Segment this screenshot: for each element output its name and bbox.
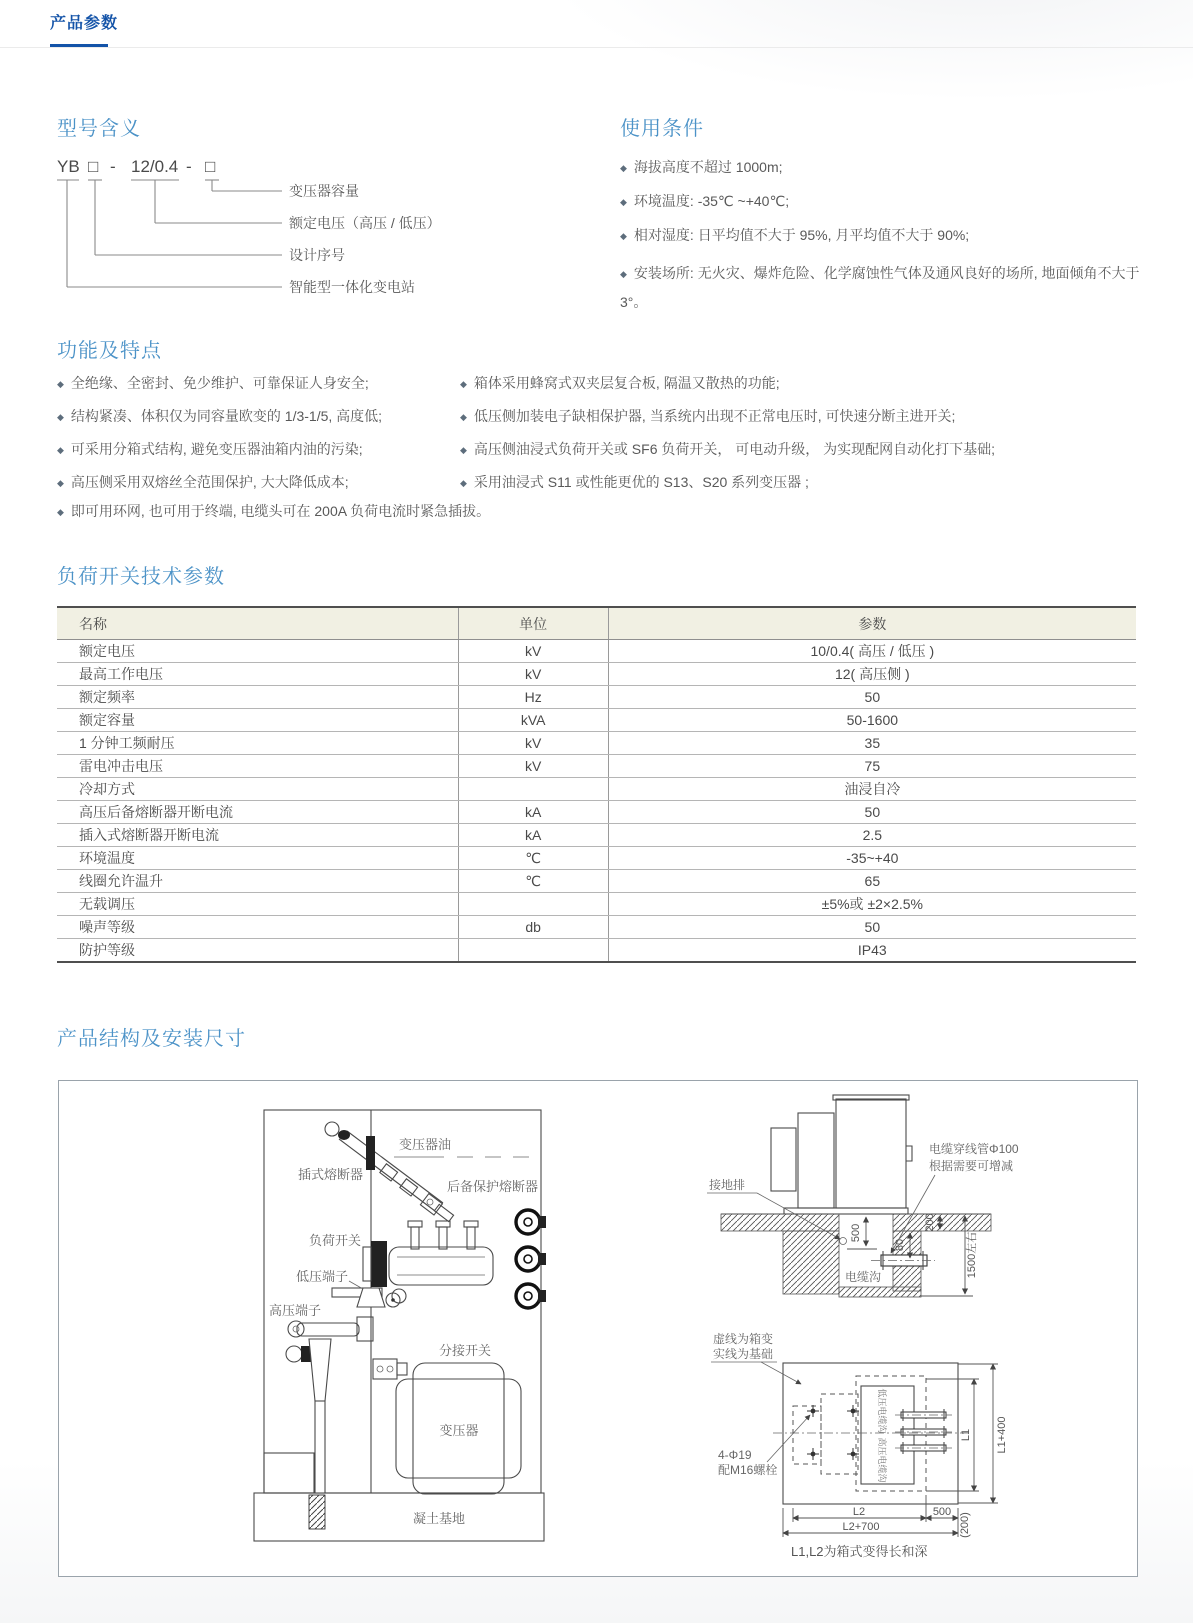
tab-product-parameters[interactable]: 产品参数 (50, 15, 119, 32)
cell-name: 插入式熔断器开断电流 (57, 824, 458, 847)
conditions-list (620, 157, 1160, 328)
cell-value: 10/0.4( 高压 / 低压 ) (608, 640, 1136, 663)
table-row (57, 824, 1136, 847)
dimension-l2 (793, 1495, 926, 1522)
foundation-caption: L1,L2为箱式变得长和深 (791, 1544, 928, 1559)
diamond-bullet-icon: ◆ (57, 412, 64, 422)
transformer-oil-label: 变压器油 (399, 1137, 452, 1152)
hv-trench-label: 高压电缆沟 (877, 1437, 887, 1483)
feature-text: 采用油浸式 S11 或性能更优的 S13、S20 系列变压器 ; (473, 474, 809, 490)
table-row (57, 939, 1136, 963)
conduit-label-line2: 根据需要可增减 (929, 1159, 1014, 1173)
cell-value: ±5%或 ±2×2.5% (608, 893, 1136, 916)
concrete-base-label: 凝土基地 (412, 1511, 466, 1526)
list-item (460, 373, 1160, 395)
cell-value: 50 (608, 916, 1136, 939)
svg-text:L2+700: L2+700 (842, 1521, 880, 1533)
lv-trench-label: 低压电缆沟 (877, 1388, 887, 1434)
cell-name: 最高工作电压 (57, 663, 458, 686)
ground-bar-label: 接地排 (709, 1178, 746, 1192)
diamond-bullet-icon: ◆ (57, 445, 64, 455)
diamond-bullet-icon: ◆ (57, 379, 64, 389)
foundation-plan-view (649, 1329, 1079, 1574)
diamond-bullet-icon: ◆ (620, 231, 627, 241)
list-item (460, 439, 1160, 461)
features-full-row (57, 501, 957, 534)
model-code-box2: □ (205, 157, 216, 176)
cell-name: 无载调压 (57, 893, 458, 916)
cabinet-step (264, 1453, 314, 1493)
features-list-right (460, 373, 1160, 505)
cell-name: 防护等级 (57, 939, 458, 963)
conditions-section-title: 使用条件 (620, 118, 704, 140)
list-item (57, 501, 957, 523)
diamond-bullet-icon: ◆ (620, 163, 627, 173)
hv-terminal-figure (286, 1317, 373, 1493)
transformer-label: 变压器 (439, 1423, 479, 1438)
table-row (57, 778, 1136, 801)
cell-value: 2.5 (608, 824, 1136, 847)
table-row (57, 801, 1136, 824)
backup-fuse-label: 后备保护熔断器 (447, 1179, 539, 1194)
hv-terminal-label: 高压端子 (269, 1303, 322, 1318)
list-item (620, 259, 1160, 316)
table-row (57, 893, 1136, 916)
legend-line1: 虚线为箱变 (713, 1332, 774, 1346)
column-header-value: 参数 (608, 607, 1136, 640)
model-code-box1: □ (88, 157, 99, 176)
cell-value: 12( 高压侧 ) (608, 663, 1136, 686)
diamond-bullet-icon: ◆ (57, 478, 64, 488)
list-item (460, 472, 1160, 494)
cell-name: 噪声等级 (57, 916, 458, 939)
cell-unit: kV (458, 640, 608, 663)
dimension-500 (926, 1506, 958, 1537)
cell-value: -35~+40 (608, 847, 1136, 870)
tap-switch-label: 分接开关 (439, 1343, 492, 1358)
cell-unit: kVA (458, 709, 608, 732)
feature-text: 结构紧凑、体积仅为同容量欧变的 1/3-1/5, 高度低; (70, 408, 383, 424)
table-row (57, 640, 1136, 663)
dimension-500 (847, 1217, 877, 1249)
cell-value: 65 (608, 870, 1136, 893)
cell-value: 35 (608, 732, 1136, 755)
features-section-title: 功能及特点 (57, 340, 162, 362)
cell-value: IP43 (608, 939, 1136, 963)
spec-table (57, 606, 1136, 963)
table-row (57, 663, 1136, 686)
legend-line2: 实线为基础 (713, 1347, 774, 1361)
model-connector-lines (57, 180, 282, 287)
footprint-small (793, 1406, 821, 1464)
table-header-row (57, 607, 1136, 640)
plug-fuse-label: 插式熔断器 (297, 1167, 363, 1182)
diamond-bullet-icon: ◆ (460, 412, 467, 422)
cell-unit (458, 939, 608, 963)
svg-text:1500左右: 1500左右 (966, 1231, 978, 1279)
cell-value: 50-1600 (608, 709, 1136, 732)
list-item (620, 225, 1160, 247)
model-label-capacity: 变压器容量 (289, 183, 359, 199)
svg-text:500: 500 (932, 1506, 952, 1518)
cable-trench-label: 电缆沟 (845, 1270, 882, 1284)
diamond-bullet-icon: ◆ (460, 379, 467, 389)
conduit-label-line1: 电缆穿线管Φ100 (929, 1142, 1019, 1156)
feature-text: 高压侧油浸式负荷开关或 SF6 负荷开关， 可电动升级， 为实现配网自动化打下基础; (473, 441, 996, 457)
cell-value: 油浸自冷 (608, 778, 1136, 801)
cell-unit: ℃ (458, 847, 608, 870)
cell-unit: ℃ (458, 870, 608, 893)
table-row (57, 755, 1136, 778)
bolt-note-line2: 配M16螺栓 (718, 1463, 778, 1477)
svg-text:L2: L2 (852, 1506, 866, 1518)
model-code-text (57, 157, 215, 176)
cell-unit: kV (458, 755, 608, 778)
feature-text: 低压侧加装电子缺相保护器, 当系统内出现不正常电压时, 可快速分断主进开关; (473, 408, 956, 424)
table-row (57, 709, 1136, 732)
cell-unit: kV (458, 732, 608, 755)
list-item (57, 406, 457, 428)
list-item (620, 157, 1160, 179)
table-row (57, 686, 1136, 709)
bolt-note-line1: 4-Φ19 (718, 1448, 752, 1462)
cell-name: 雷电冲击电压 (57, 755, 458, 778)
cell-unit: kA (458, 824, 608, 847)
svg-text:80: 80 (894, 1238, 906, 1252)
cell-name: 额定频率 (57, 686, 458, 709)
svg-text:L1+400: L1+400 (996, 1416, 1008, 1454)
structure-section-title: 产品结构及安装尺寸 (57, 1028, 246, 1050)
condition-text: 安装场所: 无火灾、爆炸危险、化学腐蚀性气体及通风良好的场所, 地面倾角不大于 3°。 (620, 265, 1140, 310)
cabinet-structure-drawing (239, 1089, 559, 1559)
lv-terminal-figure (332, 1288, 400, 1307)
cell-unit: db (458, 916, 608, 939)
anchor-bolts (807, 1405, 859, 1460)
substation-cabinet-figure (771, 1095, 912, 1214)
cell-unit: Hz (458, 686, 608, 709)
lv-terminal-label: 低压端子 (296, 1269, 349, 1284)
diamond-bullet-icon: ◆ (620, 269, 627, 279)
model-code-diagram (57, 156, 487, 306)
condition-text: 环境温度: -35℃ ~+40℃; (633, 193, 790, 209)
features-list-left (57, 373, 457, 505)
structure-diagram-panel (58, 1080, 1138, 1577)
ground-bar-bolt (840, 1238, 847, 1245)
cell-unit: kA (458, 801, 608, 824)
cell-name: 1 分钟工频耐压 (57, 732, 458, 755)
cell-name: 线圈允许温升 (57, 870, 458, 893)
condition-text: 相对湿度: 日平均值不大于 95%, 月平均值不大于 90%; (633, 227, 970, 243)
cell-unit (458, 778, 608, 801)
svg-text:L1: L1 (960, 1428, 972, 1442)
tap-switch-figure (373, 1359, 407, 1379)
table-row (57, 916, 1136, 939)
svg-text:200: 200 (924, 1213, 936, 1232)
feature-text: 即可用环网, 也可用于终端, 电缆头可在 200A 负荷电流时紧急插拔。 (70, 503, 491, 519)
cell-unit: kV (458, 663, 608, 686)
model-label-station: 智能型一体化变电站 (289, 279, 415, 295)
list-item (460, 406, 1160, 428)
footprint-mid (821, 1394, 858, 1474)
table-row (57, 732, 1136, 755)
feature-text: 箱体采用蜂窝式双夹层复合板, 隔温又散热的功能; (473, 375, 780, 391)
diamond-bullet-icon: ◆ (57, 507, 64, 517)
installation-side-view (659, 1089, 1069, 1329)
load-switch-label: 负荷开关 (309, 1233, 362, 1248)
concrete-base-outline (254, 1493, 544, 1541)
model-label-design: 设计序号 (289, 247, 345, 263)
feature-text: 高压侧采用双熔丝全范围保护, 大大降低成本; (70, 474, 349, 490)
model-section-title: 型号含义 (57, 118, 141, 140)
spec-table-section-title: 负荷开关技术参数 (57, 566, 225, 588)
cell-unit (458, 893, 608, 916)
diamond-bullet-icon: ◆ (460, 478, 467, 488)
model-code-dash2: - (186, 157, 192, 176)
dimension-l2-700 (783, 1508, 958, 1537)
cell-name: 冷却方式 (57, 778, 458, 801)
header-divider (0, 47, 1193, 48)
table-row (57, 870, 1136, 893)
feature-text: 全绝缘、全密封、免少维护、可靠保证人身安全; (70, 375, 369, 391)
list-item (57, 373, 457, 395)
list-item (620, 191, 1160, 213)
list-item (57, 472, 457, 494)
cell-name: 额定容量 (57, 709, 458, 732)
cell-name: 高压后备熔断器开断电流 (57, 801, 458, 824)
feature-text: 可采用分箱式结构, 避免变压器油箱内油的污染; (70, 441, 363, 457)
model-label-voltage: 额定电压（高压 / 低压） (289, 215, 441, 231)
cell-value: 50 (608, 686, 1136, 709)
anchor-post (309, 1495, 325, 1529)
table-row (57, 847, 1136, 870)
cable-stubs (895, 1409, 952, 1454)
condition-text: 海拔高度不超过 1000m; (633, 159, 783, 175)
cell-name: 额定电压 (57, 640, 458, 663)
cell-value: 75 (608, 755, 1136, 778)
dimension-200: (200) (959, 1512, 971, 1538)
model-code-prefix: YB (57, 157, 80, 176)
cell-name: 环境温度 (57, 847, 458, 870)
svg-text:500: 500 (850, 1223, 862, 1243)
bushing-terminals (516, 1210, 546, 1308)
column-header-unit: 单位 (458, 607, 608, 640)
diamond-bullet-icon: ◆ (460, 445, 467, 455)
model-code-dash1: - (110, 157, 116, 176)
diamond-bullet-icon: ◆ (620, 197, 627, 207)
list-item (57, 439, 457, 461)
column-header-name: 名称 (57, 607, 458, 640)
model-code-voltage: 12/0.4 (131, 157, 179, 176)
cell-value: 50 (608, 801, 1136, 824)
